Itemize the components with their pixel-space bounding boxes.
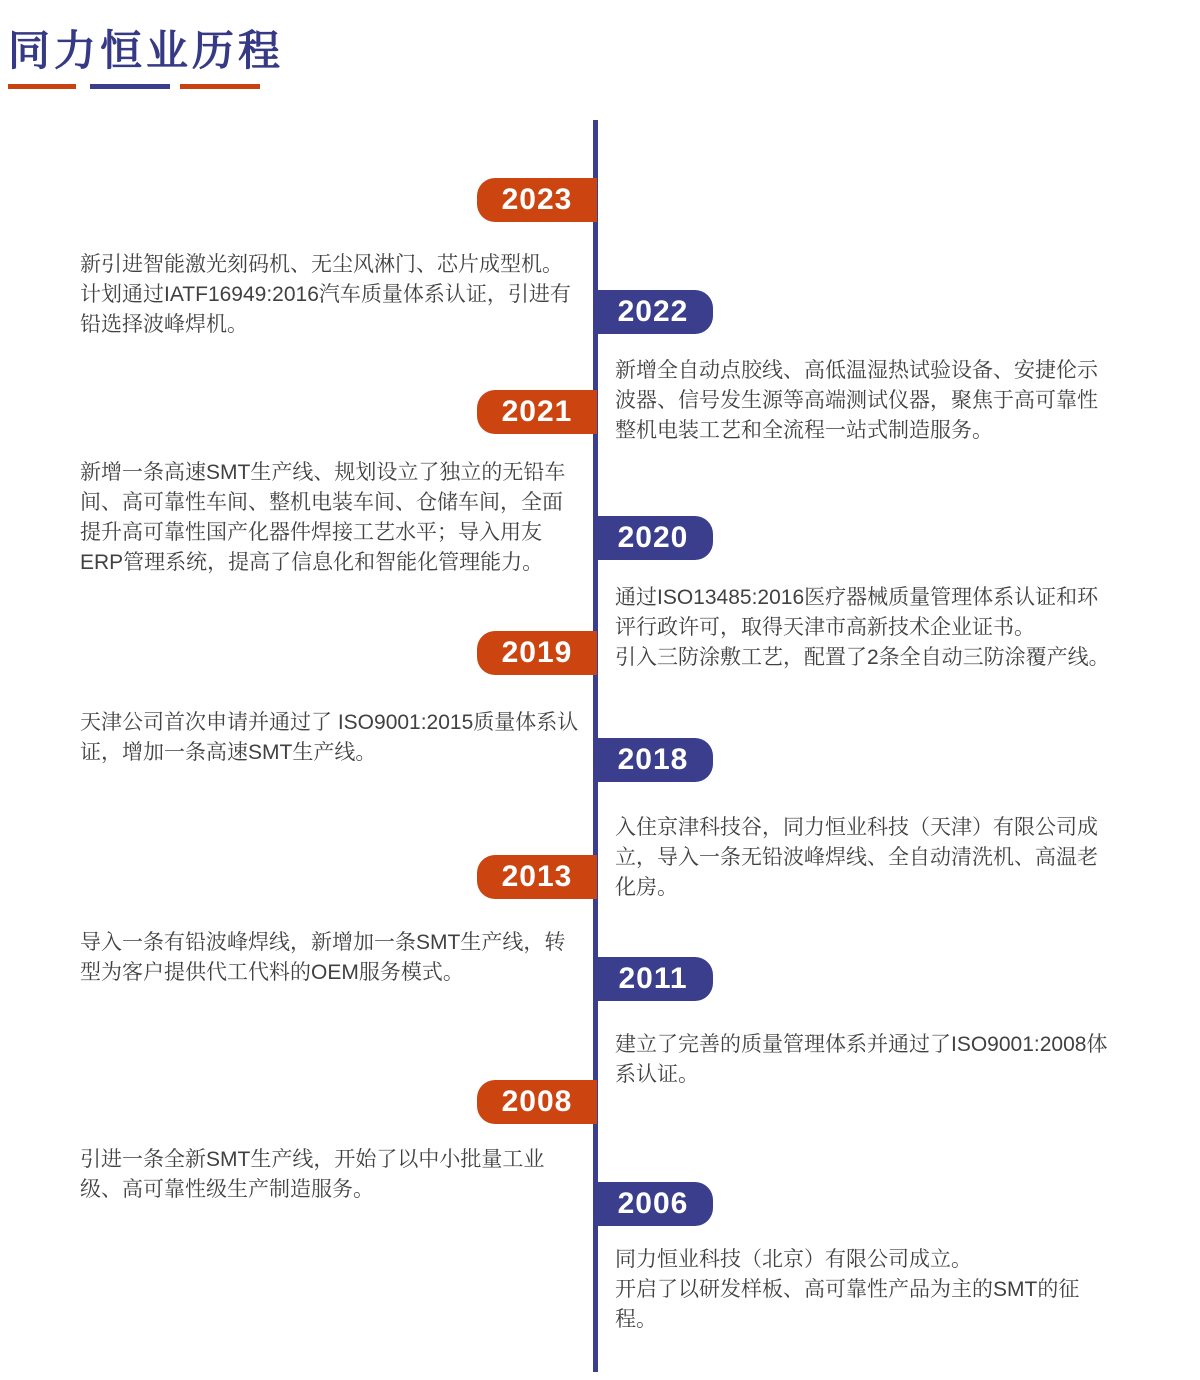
event-text-2006	[615, 1245, 1111, 1335]
year-badge-2021: 2021	[477, 390, 597, 434]
event-paragraph: 天津公司首次申请并通过了 ISO9001:2015质量体系认证，增加一条高速SMT生产线。	[80, 711, 579, 764]
event-text-2011	[615, 1030, 1111, 1090]
event-paragraph: 同力恒业科技（北京）有限公司成立。	[615, 1248, 972, 1271]
event-text-2022	[615, 356, 1111, 446]
event-paragraph: 通过ISO13485:2016医疗器械质量管理体系认证和环评行政许可，取得天津市高新技术企业证书。	[615, 586, 1099, 639]
year-badge-2018: 2018	[593, 738, 713, 782]
event-text-2018	[615, 813, 1111, 903]
title-underline-group	[8, 84, 268, 89]
year-badge-2023: 2023	[477, 178, 597, 222]
title-underline-orange-1	[8, 84, 76, 89]
event-text-2020	[615, 583, 1111, 673]
event-text-2023	[80, 250, 582, 340]
event-paragraph: 引进一条全新SMT生产线，开始了以中小批量工业级、高可靠性级生产制造服务。	[80, 1148, 545, 1201]
event-paragraph: 导入一条有铅波峰焊线，新增加一条SMT生产线，转型为客户提供代工代料的OEM服务模式。	[80, 931, 566, 984]
event-paragraph: 新增全自动点胶线、高低温湿热试验设备、安捷伦示波器、信号发生源等高端测试仪器，聚焦于高可靠性整机电装工艺和全流程一站式制造服务。	[615, 359, 1098, 442]
event-paragraph: 建立了完善的质量管理体系并通过了ISO9001:2008体系认证。	[615, 1033, 1108, 1086]
year-badge-2006: 2006	[593, 1182, 713, 1226]
event-text-2019	[80, 708, 582, 768]
event-text-2008	[80, 1145, 582, 1205]
year-badge-2019: 2019	[477, 631, 597, 675]
event-text-2021	[80, 458, 582, 578]
event-paragraph: 入住京津科技谷，同力恒业科技（天津）有限公司成立，导入一条无铅波峰焊线、全自动清洗机、高温老化房。	[615, 816, 1098, 899]
year-badge-2008: 2008	[477, 1080, 597, 1124]
event-text-2013	[80, 928, 582, 988]
page-title: 同力恒业历程	[8, 27, 285, 74]
title-underline-purple	[90, 84, 170, 89]
year-badge-2013: 2013	[477, 855, 597, 899]
year-badge-2022: 2022	[593, 290, 713, 334]
event-paragraph: 引入三防涂敷工艺，配置了2条全自动三防涂覆产线。	[615, 646, 1110, 669]
year-badge-2011: 2011	[593, 957, 713, 1001]
event-paragraph: 新增一条高速SMT生产线、规划设立了独立的无铅车间、高可靠性车间、整机电装车间、仓储车间，全面提升高可靠性国产化器件焊接工艺水平；导入用友ERP管理系统，提高了信息化和智能化管理能力。	[80, 461, 566, 574]
year-badge-2020: 2020	[593, 516, 713, 560]
event-paragraph: 新引进智能激光刻码机、无尘风淋门、芯片成型机。计划通过IATF16949:2016汽车质量体系认证，引进有铅选择波峰焊机。	[80, 253, 571, 336]
event-paragraph: 开启了以研发样板、高可靠性产品为主的SMT的征程。	[615, 1278, 1080, 1331]
title-underline-orange-2	[180, 84, 260, 89]
